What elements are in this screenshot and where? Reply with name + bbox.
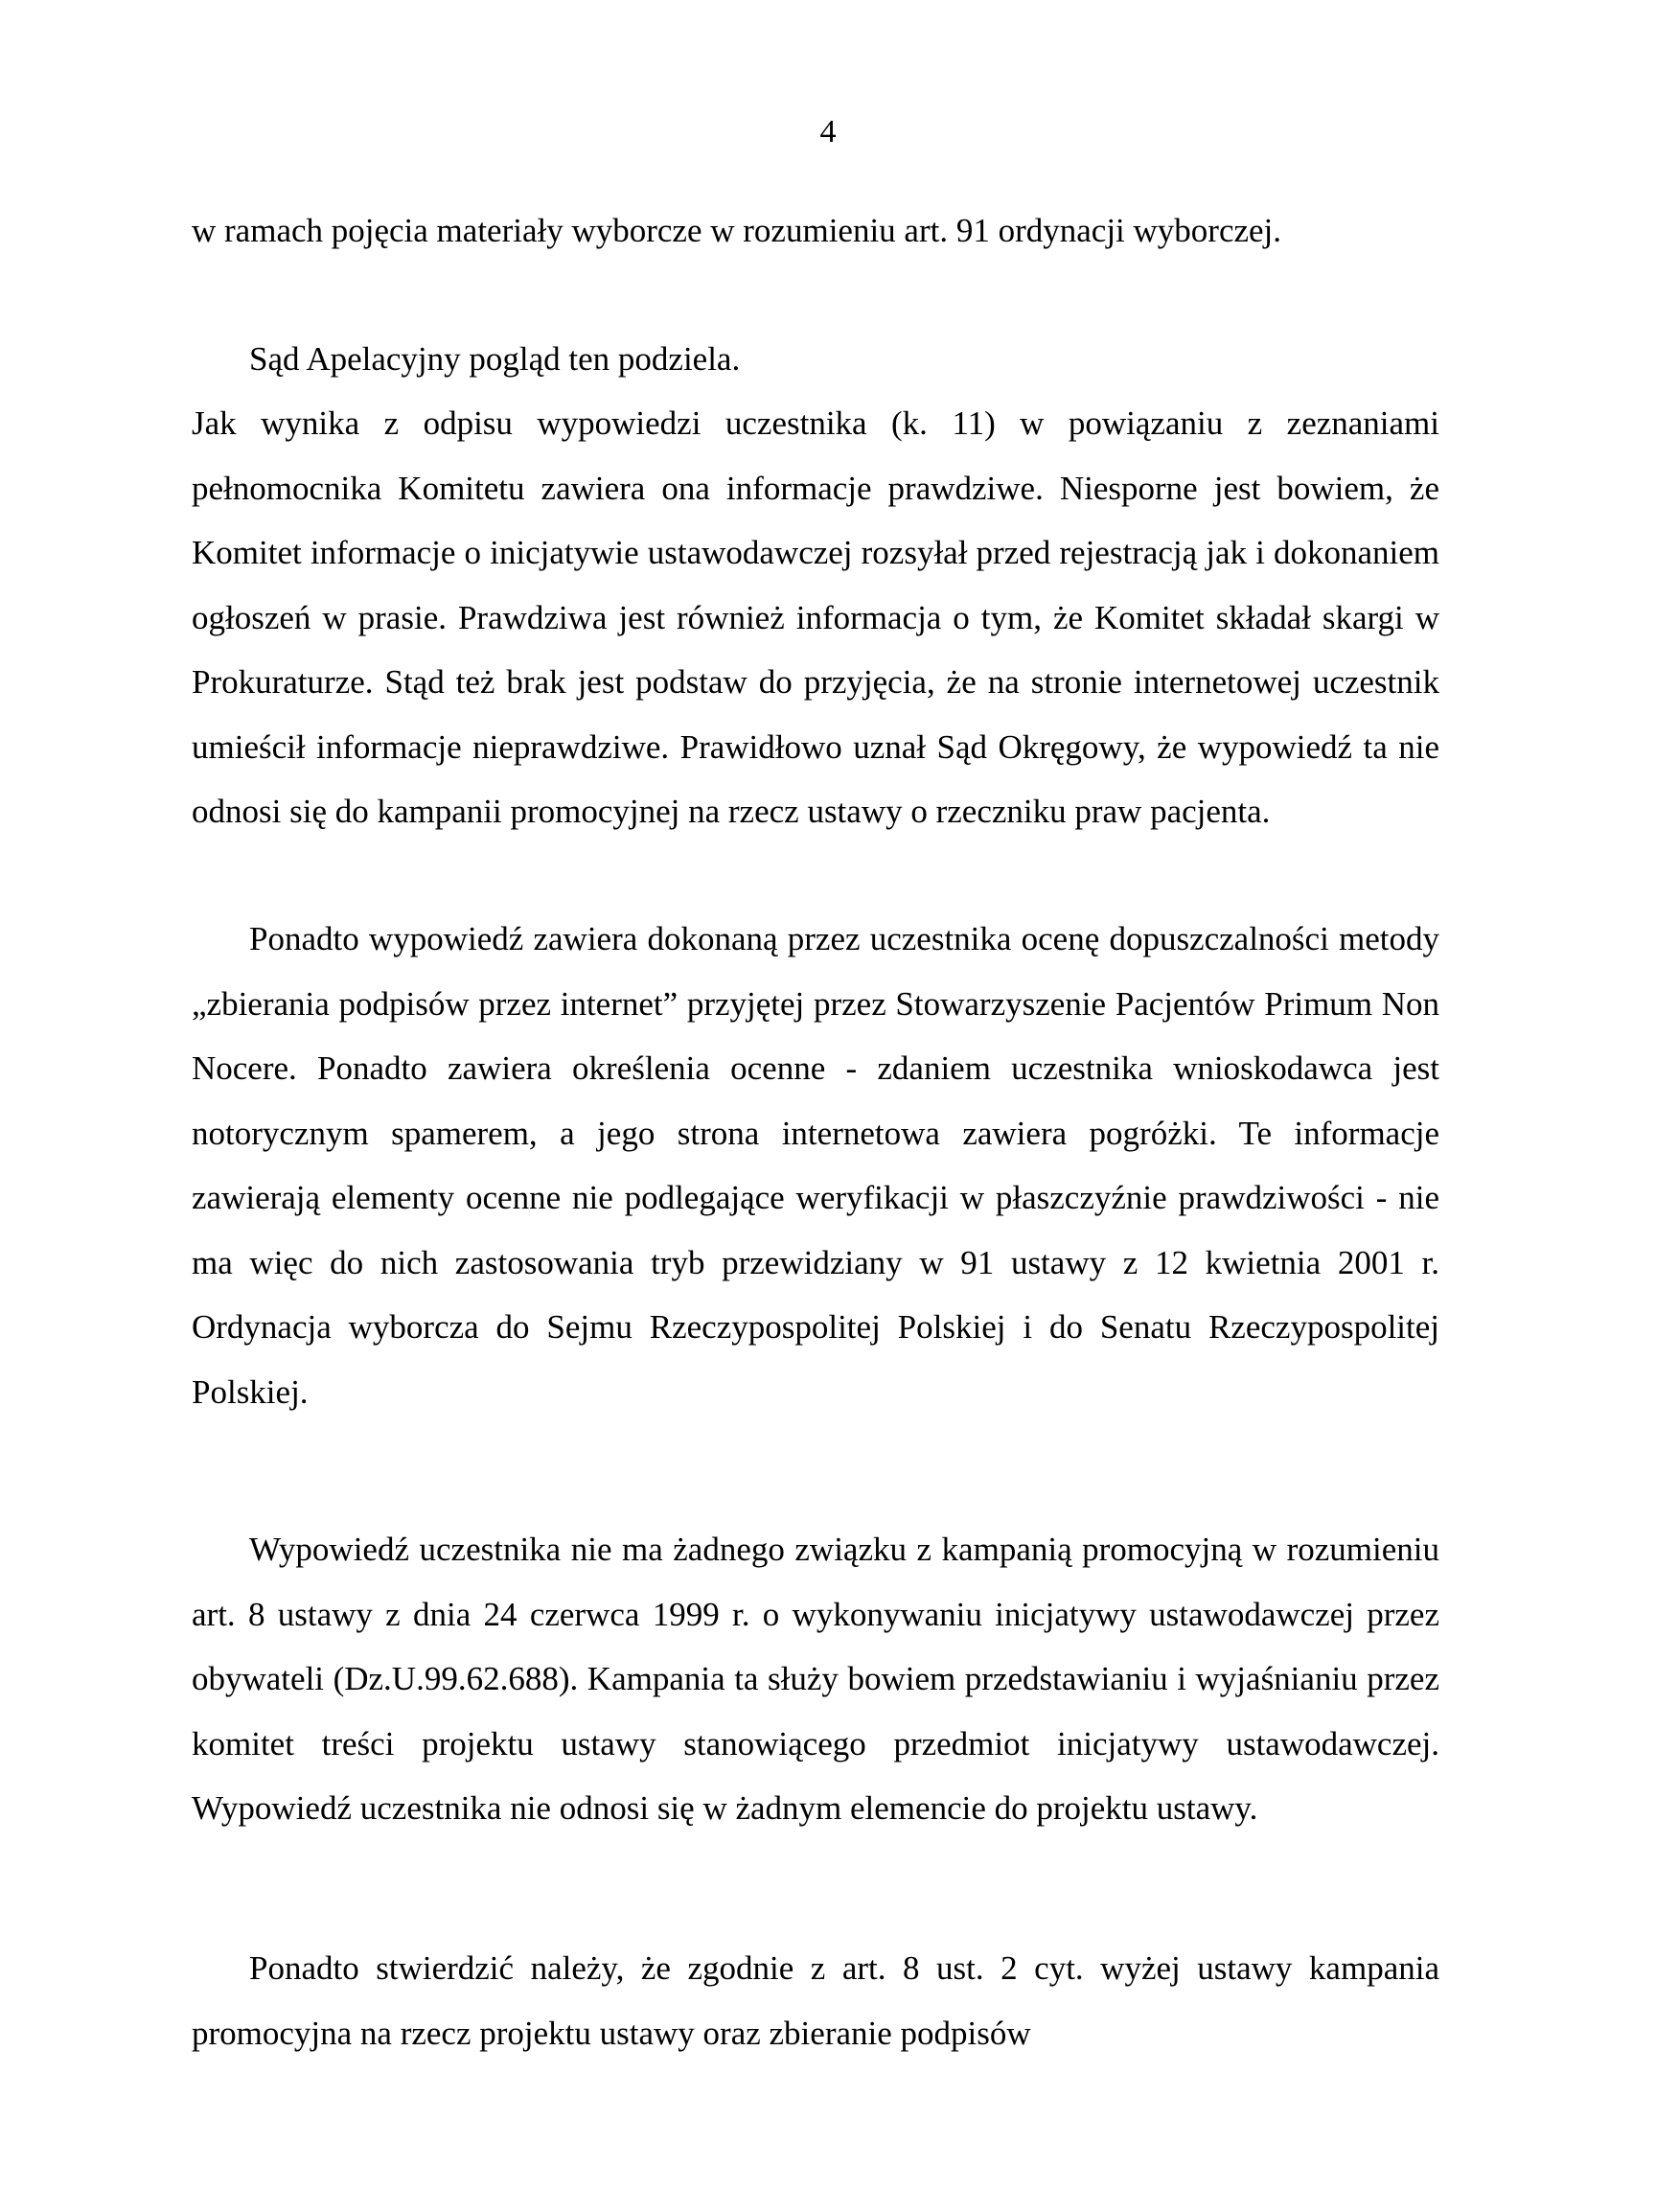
paragraph-legal-provision: Ponadto stwierdzić należy, że zgodnie z art. 8 ust. 2 cyt. wyżej ustawy kampania promocyjna na rzecz projektu ustawy oraz zbieranie podpisów (192, 1949, 1439, 2052)
paragraph-continuation: w ramach pojęcia materiały wyborcze w rozumieniu art. 91 ordynacji wyborczej. (192, 212, 1282, 249)
paragraph-evaluative-content: Ponadto wypowiedź zawiera dokonaną przez uczestnika ocenę dopuszczalności metody „zbierania podpisów przez internet” przyjętej przez Stowarzyszenie Pacjentów Primum Non Nocere. Ponadto zawiera określenia ocenne - zdaniem uczestnika wnioskodawca jest notorycznym spamerem, a jego strona internetowa zawiera pogróżki. Te informacje zawierają elementy ocenne nie podlegające weryfikacji w płaszczyźnie prawdziwości - nie ma więc do nich zastosowania tryb przewidziany w 91 ustawy z 12 kwietnia 2001 r. Ordynacja wyborcza do Sejmu Rzeczypospolitej Polskiej i do Senatu Rzeczypospolitej Polskiej. (192, 920, 1439, 1411)
paragraph-statement-analysis: Jak wynika z odpisu wypowiedzi uczestnika (k. 11) w powiązaniu z zeznaniami pełnomocnika Komitetu zawiera ona informacje prawdziwe. Niesporne jest bowiem, że Komitet informacje o inicjatywie ustawodawczej rozsyłał przed rejestracją jak i dokonaniem ogłoszeń w prasie. Prawdziwa jest również informacja o tym, że Komitet składał skargi w Prokuraturze. Stąd też brak jest podstaw do przyjęcia, że na stronie internetowej uczestnik umieścił informacje nieprawdziwe. Prawidłowo uznał Sąd Okręgowy, że wypowiedź ta nie odnosi się do kampanii promocyjnej na rzecz ustawy o rzeczniku praw pacjenta. (192, 404, 1439, 830)
page-number: 4 (819, 114, 837, 150)
paragraph-campaign-relation: Wypowiedź uczestnika nie ma żadnego związku z kampanią promocyjną w rozumieniu art. 8 ustawy z dnia 24 czerwca 1999 r. o wykonywaniu inicjatywy ustawodawczej przez obywateli (Dz.U.99.62.688). Kampania ta służy bowiem przedstawianiu i wyjaśnianiu przez komitet treści projektu ustawy stanowiącego przedmiot inicjatywy ustawodawczej. Wypowiedź uczestnika nie odnosi się w żadnym elemencie do projektu ustawy. (192, 1531, 1439, 1827)
paragraph-court-opinion: Sąd Apelacyjny pogląd ten podziela. (249, 340, 741, 378)
